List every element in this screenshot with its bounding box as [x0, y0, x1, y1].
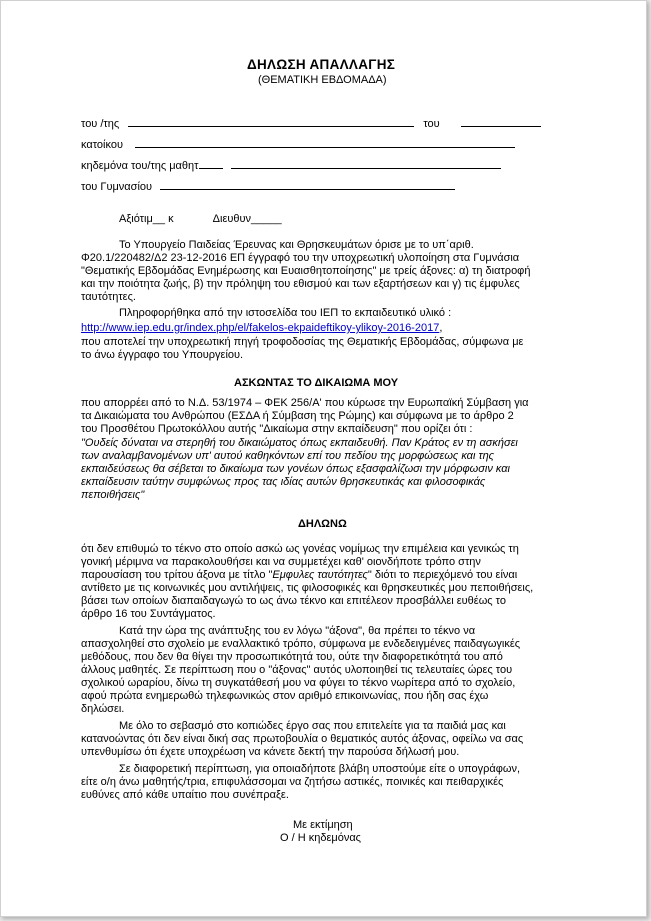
link-comma: ,	[439, 322, 443, 334]
intro-line: Το Υπουργείο Παιδείας Έρευνας και Θρησκευμάτων όρισε με το υπ΄αριθ.	[119, 239, 474, 251]
guardian-suffix-blank	[199, 158, 223, 169]
form-label-residence: κατοίκου	[81, 139, 123, 151]
intro-line: Πληροφορήθηκα από την ιστοσελίδα του ΙΕΠ το εκπαιδευτικό υλικό :	[119, 307, 452, 319]
residence-blank	[135, 137, 515, 148]
form-label-guardian: κηδεμόνα του/της μαθητ	[81, 160, 199, 172]
father-blank	[461, 116, 541, 127]
salutation-title: Διευθυν_____	[212, 213, 282, 225]
school-blank	[160, 179, 455, 190]
student-name-blank	[231, 158, 501, 169]
document-subtitle: (ΘΕΜΑΤΙΚΗ ΕΒΔΟΜΑΔΑ)	[258, 74, 387, 86]
declare-line: μεθόδους, που δεν θα θίγει την προσωπικότητά του, ούτε την διαφορετικότητά του από	[81, 651, 503, 663]
declare-line: σχολικού ωραρίου, δίνω τη συγκατάθεσή μου να φύγει το τέκνο νωρίτερα από το σχολείο,	[81, 677, 516, 689]
declare-line: άρθρο 16 του Συντάγματος.	[81, 608, 216, 620]
declare-line: γονική μέριμνα να παρακολουθήσει και να συμμετέχει καθ' οιονδήποτε τρόπο στην	[81, 556, 481, 568]
name-blank	[128, 116, 414, 127]
declare-line: ότι δεν επιθυμώ το τέκνο στο οποίο ασκώ ως γονέας νομίμως την επιμέλεια και γενικώς τη	[81, 543, 519, 555]
declare-line: υπενθυμίσω ότι έχετε υποχρέωση να κάνετε δεκτή την παρούσα δήλωσή μου.	[81, 746, 460, 758]
iep-material-link[interactable]: http://www.iep.edu.gr/index.php/el/fakelos-ekpaideftikoy-ylikoy-2016-2017	[81, 322, 440, 334]
quote-line: εκπαίδευσιν ταύτην συμφώνως προς τας ιδίας αυτών θρησκευτικάς και φιλοσοφικάς	[81, 476, 486, 488]
form-line-school	[81, 179, 455, 194]
rights-line: του Προσθέτου Πρωτοκόλλου αυτής "Δικαίωμα στην εκπαίδευση" που ορίζει ότι :	[81, 423, 473, 435]
declare-line: απασχοληθεί στο σχολείο με εναλλακτικό τρόπο, σύμφωνα με ενδεδειγμένες παιδαγωγικές	[81, 638, 521, 650]
declare-heading: ΔΗΛΩΝΩ	[298, 518, 347, 530]
declare-line: είτε ο/η άνω μαθητής/τρια, επιφυλάσσομαι να ζητήσω αστικές, ποινικές και πειθαρχικές	[81, 776, 504, 788]
declare-line: Σε διαφορετική περίπτωση, για οποιαδήποτε βλάβη υποστούμε είτε ο υπογράφων,	[119, 763, 521, 775]
form-label-school: του Γυμνασίου	[81, 181, 153, 193]
declare-line: κατανοώντας ότι δεν είναι δική σας πρωτοβουλία ο θεματικός αυτός άξονας, οφείλω να σας	[81, 733, 524, 745]
document-title: ΔΗΛΩΣΗ ΑΠΑΛΛΑΓΗΣ	[247, 57, 396, 72]
declare-line: Με όλο το σεβασμό στο κοπιώδες έργο σας που επιτελείτε για τα παιδιά μας και	[119, 720, 506, 732]
form-line-name	[81, 116, 541, 131]
intro-line: το άνω έγγραφο του Υπουργείου.	[81, 349, 244, 361]
quote-line: εκπαιδεύσεως θα σέβεται το δικαίωμα των γονέων όπως εξασφαλίζωσι την μόρφωσιν και	[81, 463, 510, 475]
form-label-father: του	[423, 118, 440, 130]
intro-line: ταυτότητες.	[81, 291, 136, 303]
intro-line: που αποτελεί την υποχρεωτική πηγή τροφοδοσίας της Θεματικής Εβδομάδας, σύμφωνα με	[81, 336, 524, 348]
quote-line: πεποιθήσεις"	[81, 489, 145, 501]
intro-line: "Θεματικής Εβδομάδας Ενημέρωσης και Ευαισθητοποίησης" με τρείς άξονες: α) τη διατροφή	[81, 265, 531, 277]
declare-line: άλλους μαθητές. Σε περίπτωση που ο "άξονας" αυτός υλοποιηθεί τις τελευταίες ώρες του	[81, 664, 513, 676]
declare-line	[81, 569, 517, 582]
declare-text: παρουσίαση του τρίτου άξονα με τίτλο "	[81, 569, 273, 581]
declare-line: βάσει των οποίων διαπαιδαγωγώ το ως άνω τέκνο και επιτέλεον προσβάλλει ευθέως το	[81, 595, 506, 607]
declare-line: αντίθετο με τις κοινωνικές μου αντιλήψεις, τις φιλοσοφικές και θρησκευτικές μου πεποιθήσεις,	[81, 582, 534, 594]
closing-regards: Με εκτίμηση	[293, 819, 353, 831]
form-label-name: του /της	[81, 118, 120, 130]
rights-line: τα Δικαιώματα του Ανθρώπου (ΕΣΔΑ ή Σύμβαση της Ρώμης) και σύμφωνα με το άρθρο 2	[81, 410, 514, 422]
declare-line: δηλώσει.	[81, 703, 125, 715]
salutation	[119, 213, 282, 226]
quote-line: των αναλαμβανομένων υπ' αυτού καθηκόντων επί του πεδίου της μορφώσεως και της	[81, 450, 495, 462]
intro-line: και την ποιότητα ζωής, β) την πρόληψη του εθισμού και των εξαρτήσεων και γ) τις έμφυλες	[81, 278, 520, 290]
form-line-guardian	[81, 158, 501, 173]
form-line-residence	[81, 137, 515, 152]
iep-link-line	[81, 322, 442, 335]
rights-line: που απορρέει από το Ν.Δ. 53/1974 – ΦΕΚ 256/Α' που κύρωσε την Ευρωπαϊκή Σύμβαση για	[81, 397, 529, 409]
declare-line: ευθύνες από κάθε υπαίτιο που συνέπραξε.	[81, 789, 289, 801]
declare-line: αφού πρώτα ενημερωθώ τηλεφωνικώς στον αριθμό επικοινωνίας, που ήδη σας έχω	[81, 690, 489, 702]
declare-line: Κατά την ώρα της ανάπτυξης του εν λόγω "άξονα", θα πρέπει το τέκνο να	[119, 625, 476, 637]
declare-text: " διότι το περιεχόμενό του είναι	[367, 569, 518, 581]
intro-line: Φ20.1/220482/Δ2 23-12-2016 ΕΠ έγγραφό του την υποχρεωτική υλοποίηση στα Γυμνάσια	[81, 252, 520, 264]
closing-signature-label: Ο / Η κηδεμόνας	[280, 832, 361, 844]
salutation-recipient: Αξιότιμ__ κ	[119, 213, 174, 225]
gender-identity-title: Εμφυλες ταυτότητες	[272, 569, 368, 581]
quote-line: "Ουδείς δύναται να στερηθή του δικαιώματος όπως εκπαιδευθή. Παν Κράτος εν τη ασκήσει	[81, 437, 518, 449]
rights-heading: ΑΣΚΩΝΤΑΣ ΤΟ ΔΙΚΑΙΩΜΑ ΜΟΥ	[234, 377, 399, 389]
